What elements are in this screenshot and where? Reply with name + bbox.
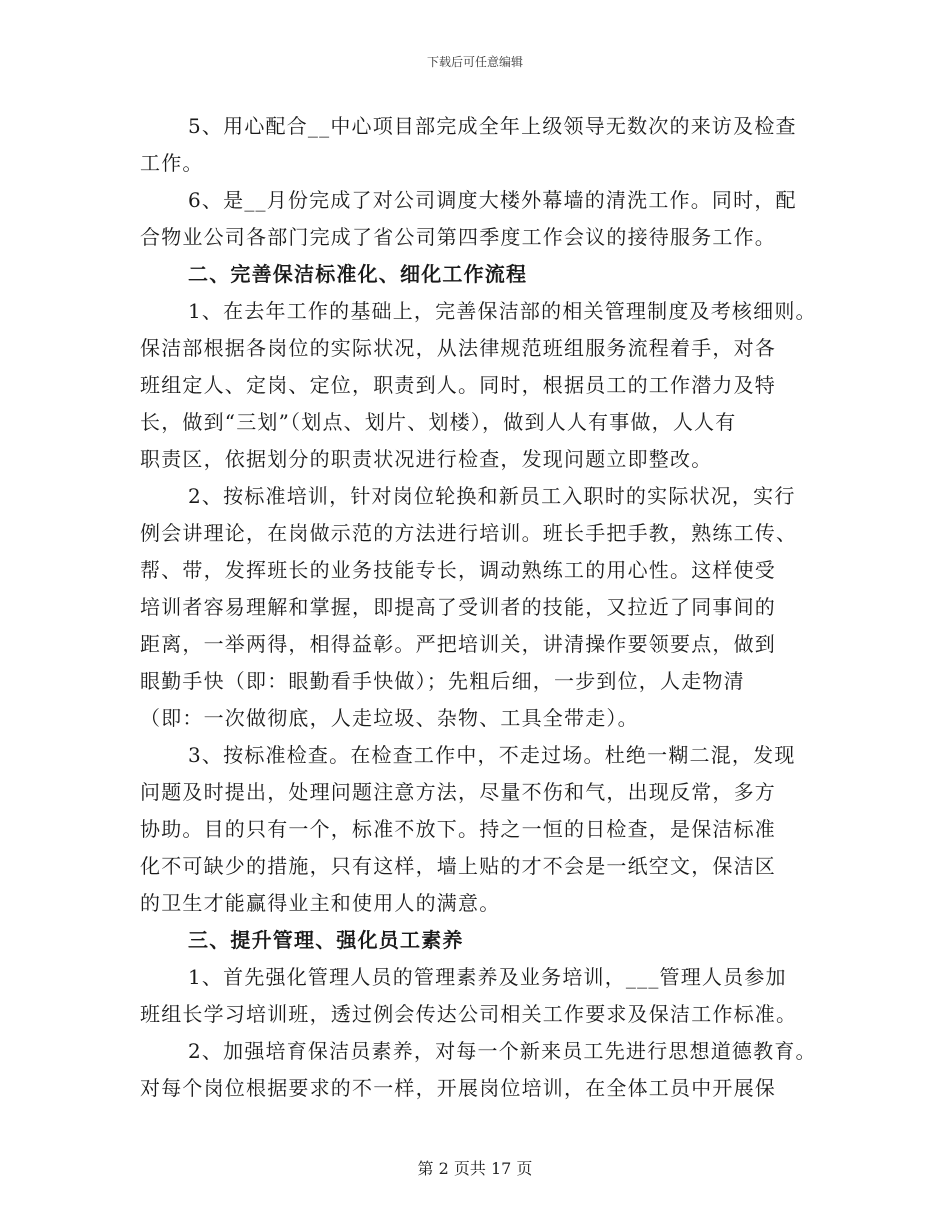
text-line: 距离，一举两得，相得益彰。严把培训关，讲清操作要领要点，做到 [140,632,776,656]
text-line: 培训者容易理解和掌握，即提高了受训者的技能，又拉近了同事间的 [140,595,776,619]
text-line: 长，做到“三划”（划点、划片、划楼），做到人人有事做，人人有 [140,410,737,434]
text-line: 对每个岗位根据要求的不一样，开展岗位培训，在全体工员中开展保 [140,1076,776,1100]
text-line: 1、在去年工作的基础上，完善保洁部的相关管理制度及考核细则。 [188,299,817,323]
text-line: 的卫生才能赢得业主和使用人的满意。 [140,891,501,915]
text-line: 问题及时提出，处理问题注意方法，尽量不伤和气，出现反常，多方 [140,780,776,804]
text-line: 2、加强培育保洁员素养，对每一个新来员工先进行思想道德教育。 [188,1039,817,1063]
page-footer: 第 2 页共 17 页 [417,1159,533,1178]
text-line: 3、按标准检查。在检查工作中，不走过场。杜绝一糊二混，发现 [188,743,796,767]
text-line: 5、用心配合__中心项目部完成全年上级领导无数次的来访及检查 [188,114,797,138]
text-line: 班组长学习培训班，透过例会传达公司相关工作要求及保洁工作标准。 [140,1002,798,1026]
text-line: 职责区，依据划分的职责状况进行检查，发现问题立即整改。 [140,447,713,471]
text-line: 合物业公司各部门完成了省公司第四季度工作会议的接待服务工作。 [140,225,776,249]
text-line: 协助。目的只有一个，标准不放下。持之一恒的日检查，是保洁标准 [140,817,776,841]
text-line: 例会讲理论，在岗做示范的方法进行培训。班长手把手教，熟练工传、 [140,521,798,545]
text-line: 化不可缺少的措施，只有这样，墙上贴的才不会是一纸空文，保洁区 [140,854,776,878]
text-line: 工作。 [140,151,204,175]
document-body [140,108,830,1107]
page-header: 下载后可任意编辑 [426,55,523,69]
text-line: 2、按标准培训，针对岗位轮换和新员工入职时的实际状况，实行 [188,484,796,508]
section-heading: 三、提升管理、强化员工素养 [188,928,464,952]
text-line: （即：一次做彻底，人走垃圾、杂物、工具全带走）。 [140,706,639,730]
text-line: 帮、带，发挥班长的业务技能专长，调动熟练工的用心性。这样使受 [140,558,776,582]
text-line: 1、首先强化管理人员的管理素养及业务培训，___管理人员参加 [188,965,787,989]
text-line: 班组定人、定岗、定位，职责到人。同时，根据员工的工作潜力及特 [140,373,776,397]
section-heading: 二、完善保洁标准化、细化工作流程 [188,262,528,286]
text-line: 眼勤手快（即：眼勤看手快做）；先粗后细，一步到位，人走物清 [140,669,745,693]
text-line: 6、是__月份完成了对公司调度大楼外幕墙的清洗工作。同时，配 [188,188,797,212]
text-line: 保洁部根据各岗位的实际状况，从法律规范班组服务流程着手，对各 [140,336,776,360]
